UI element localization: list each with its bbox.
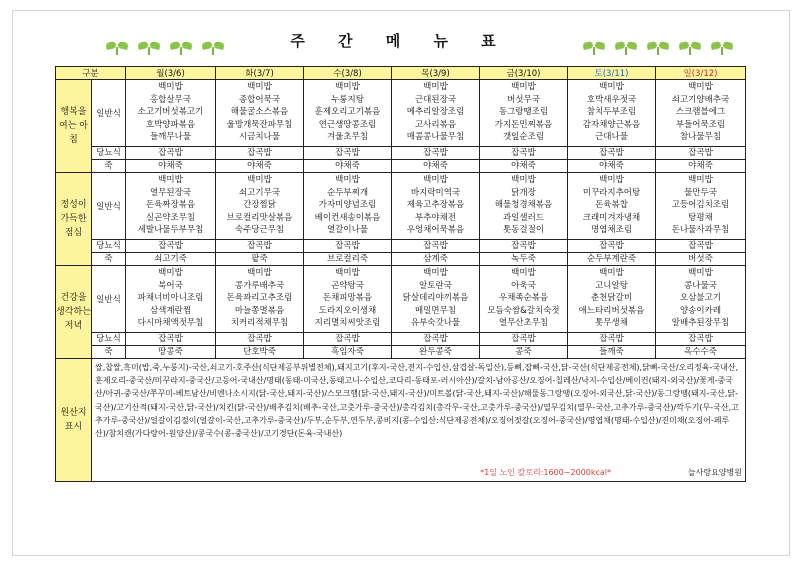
page-title: 주 간 메 뉴 표 bbox=[290, 32, 510, 50]
meal-porridge-row bbox=[56, 346, 746, 359]
day-menu-cell: 완두콩죽 bbox=[392, 346, 480, 359]
meal-diabetic-row bbox=[56, 333, 746, 346]
day-menu-cell: 흑임자죽 bbox=[304, 346, 392, 359]
menu-item: 버섯무국 bbox=[507, 94, 540, 105]
origin-text: 쌀,찹쌀,흑미(밥,죽,누룽지)-국산,쇠고기-호주산(식단제공부위별전체),돼지고기(후지-국산,전지-수입산,삼겹살-독일산),등뼈,잡뼈-국산,닭-국산(식단제공전체),닭뼈-국산/오리정육-국내산,훈제오리-중국산/미꾸라지-중국산/고등어-국내산/명태(동태-미국산,동태고니-수입산,코다리-동태포-러시아산)/갈치-남아공산/오징어-칠레산/낙지-수입산/베이컨(돼지-외국산)/꽃게-중국산/아귀-중국산/쭈꾸미-베트남산/비엔나소시지(닭-국산,돼지-국산)/스모크햄(닭-국산,돼지-국산)/미트볼(닭-국산,돼지-국산)/해물동그랑땡(오징어-외국산,닭-국산)/동그랑땡(돼지-국산,닭-국산)/고기산적(돼지-국산,닭-국산)/치킨(닭-국산)/배추김치(배추-국산,고춧가루-중국산)/총각김치(총각무-국산,고춧가루-중국산)/열무김치(열무-국산,고추가루-중국산)/깍두기(무-국산,고추가루-중국산)/얼갈이김절이(얼갈이-국산,고추가루-중국산)/두부,순두부,연두부,콩비지(콩-수입산:식단제공전체)/오징어젓갈(오징어-중국산)/명엽채(명태-수입산)/진미채(오징어-페루산)/참치캔(가다랑어-원양산)/콩국수(콩-중국산)/고기경단(돈육-국내산) bbox=[95, 363, 739, 439]
day-menu-cell: 콩죽 bbox=[480, 346, 568, 359]
weekly-menu-table bbox=[55, 66, 746, 482]
day-menu-cell: 팥죽 bbox=[216, 253, 304, 266]
menu-item: 겨울초무침 bbox=[326, 132, 369, 143]
header-row bbox=[56, 67, 746, 80]
menu-item: 시금치나물 bbox=[238, 132, 281, 143]
menu-item: 삼색계란찜 bbox=[149, 305, 192, 316]
menu-item: 유부숙갓나물 bbox=[410, 318, 461, 329]
day-menu-cell: 잡곡밥 bbox=[480, 147, 568, 160]
meal-type-label: 당뇨식 bbox=[92, 240, 126, 253]
menu-item: 호박새우젓국 bbox=[586, 94, 637, 105]
menu-item: 백미밥 bbox=[599, 175, 624, 185]
meal-diabetic-row bbox=[56, 240, 746, 253]
menu-item: 춘천닭갈비 bbox=[590, 293, 633, 304]
meal-type-label: 당뇨식 bbox=[92, 333, 126, 346]
menu-item: 세발나물두부무침 bbox=[137, 225, 204, 236]
day-menu-cell: 잡곡밥 bbox=[656, 147, 746, 160]
day-menu-cell bbox=[216, 266, 304, 333]
day-menu-cell: 잡곡밥 bbox=[568, 240, 656, 253]
day-menu-cell: 잡곡밥 bbox=[304, 147, 392, 160]
menu-item: 곤약탕국 bbox=[331, 280, 364, 291]
meal-diabetic-row bbox=[56, 147, 746, 160]
menu-item: 열무산초무침 bbox=[498, 318, 549, 329]
menu-item: 백미밥 bbox=[247, 268, 272, 278]
menu-item: 우엉채어묵볶음 bbox=[406, 225, 465, 236]
menu-item: 도라지오이생채 bbox=[318, 305, 377, 316]
day-menu-cell: 땅콩죽 bbox=[126, 346, 216, 359]
day-menu-cell: 쇠고기죽 bbox=[126, 253, 216, 266]
menu-item: 가지돈민찌볶음 bbox=[494, 119, 553, 130]
menu-item: 톳동걸절이 bbox=[502, 225, 545, 236]
menu-item: 백미밥 bbox=[599, 268, 624, 278]
day-menu-cell bbox=[656, 173, 746, 240]
meal-type-label: 죽 bbox=[92, 346, 126, 359]
day-menu-cell: 야채죽 bbox=[216, 160, 304, 173]
day-menu-cell: 야채죽 bbox=[656, 160, 746, 173]
origin-cell bbox=[92, 359, 746, 482]
day-header: 화(3/7) bbox=[216, 67, 304, 80]
menu-item: 애느타리버섯볶음 bbox=[578, 305, 645, 316]
menu-item: 가자미양념조림 bbox=[318, 200, 377, 211]
day-menu-cell: 잡곡밥 bbox=[656, 333, 746, 346]
day-menu-cell: 브로컬리죽 bbox=[304, 253, 392, 266]
menu-item: 백미밥 bbox=[511, 175, 536, 185]
day-header: 목(3/9) bbox=[392, 67, 480, 80]
menu-item: 실곤약조무침 bbox=[145, 212, 196, 223]
menu-item: 쇠고기무국 bbox=[238, 187, 281, 198]
menu-item: 닭개장 bbox=[511, 187, 536, 198]
menu-item: 열갈이나물 bbox=[326, 225, 369, 236]
menu-item: 모듬숙쌈&갈치숙젓 bbox=[487, 305, 560, 316]
hospital-name: 늘사랑요양병원 bbox=[687, 467, 742, 477]
menu-item: 연근생땅콩조림 bbox=[318, 119, 377, 130]
meal-type-general: 일반식 bbox=[92, 80, 126, 147]
day-menu-cell: 잡곡밥 bbox=[392, 240, 480, 253]
day-menu-cell bbox=[392, 266, 480, 333]
day-header-sunday: 일(3/12) bbox=[656, 67, 746, 80]
day-menu-cell: 잡곡밥 bbox=[126, 147, 216, 160]
menu-item: 돈육짜장볶음 bbox=[145, 200, 196, 211]
day-menu-cell: 순두부계란죽 bbox=[568, 253, 656, 266]
meal-general-row bbox=[56, 80, 746, 147]
menu-item: 메밀면무침 bbox=[414, 305, 457, 316]
menu-item: 백미밥 bbox=[247, 175, 272, 185]
header-label: 구분 bbox=[56, 67, 126, 80]
menu-item: 브로컬리맛살볶음 bbox=[226, 212, 293, 223]
menu-item: 마늘쫑멸볶음 bbox=[234, 305, 285, 316]
day-menu-cell bbox=[216, 80, 304, 147]
menu-item: 백미밥 bbox=[688, 268, 713, 278]
menu-item: 백미밥 bbox=[158, 175, 183, 185]
calorie-note: *1일 노인 칼로리:1600~2000kcal* bbox=[480, 467, 611, 477]
day-menu-cell: 옥수수죽 bbox=[656, 346, 746, 359]
menu-item: 백미밥 bbox=[335, 268, 360, 278]
day-menu-cell: 잡곡밥 bbox=[568, 147, 656, 160]
menu-item: 물만두국 bbox=[684, 187, 717, 198]
menu-item: 부추야채전 bbox=[414, 212, 457, 223]
menu-item: 백미밥 bbox=[423, 82, 448, 92]
day-header: 월(3/6) bbox=[126, 67, 216, 80]
menu-item: 오삼불고기 bbox=[679, 293, 722, 304]
menu-item: 울방개묵잔파무침 bbox=[226, 119, 293, 130]
menu-item: 돈나물사과무침 bbox=[671, 225, 730, 236]
menu-item: 숙주당근무침 bbox=[234, 225, 285, 236]
menu-item: 쇠고기양배추국 bbox=[671, 94, 730, 105]
day-menu-cell bbox=[568, 173, 656, 240]
menu-item: 백미밥 bbox=[247, 82, 272, 92]
menu-item: 백미밥 bbox=[511, 268, 536, 278]
meal-general-row bbox=[56, 173, 746, 240]
day-menu-cell bbox=[480, 266, 568, 333]
menu-item: 백미밥 bbox=[335, 175, 360, 185]
menu-item: 북어국 bbox=[158, 280, 183, 291]
menu-item: 고등어김치조림 bbox=[671, 200, 730, 211]
day-menu-cell: 녹두죽 bbox=[480, 253, 568, 266]
meal-name: 정성이 가득한 점심 bbox=[56, 173, 92, 266]
menu-item: 톳무생채 bbox=[595, 318, 628, 329]
menu-item: 감자채양근볶음 bbox=[582, 119, 641, 130]
menu-item: 백미밥 bbox=[599, 82, 624, 92]
day-menu-cell bbox=[216, 173, 304, 240]
day-menu-cell: 잡곡밥 bbox=[392, 147, 480, 160]
meal-general-row bbox=[56, 266, 746, 333]
menu-item: 돈육볶찹 bbox=[595, 200, 628, 211]
menu-item: 바지락미역국 bbox=[410, 187, 461, 198]
menu-item: 백미밥 bbox=[688, 82, 713, 92]
meal-porridge-row bbox=[56, 253, 746, 266]
day-menu-cell bbox=[656, 80, 746, 147]
day-header: 수(3/8) bbox=[304, 67, 392, 80]
day-menu-cell bbox=[656, 266, 746, 333]
menu-item: 베이컨새송이볶음 bbox=[314, 212, 381, 223]
menu-item: 참치두부조림 bbox=[586, 107, 637, 118]
day-menu-cell bbox=[126, 80, 216, 147]
menu-item: 해물청경채볶음 bbox=[494, 200, 553, 211]
menu-item: 백미밥 bbox=[335, 82, 360, 92]
day-menu-cell: 야채죽 bbox=[126, 160, 216, 173]
day-menu-cell: 잡곡밥 bbox=[656, 240, 746, 253]
day-menu-cell: 잡곡밥 bbox=[216, 240, 304, 253]
menu-item: 백미밥 bbox=[158, 268, 183, 278]
day-menu-cell bbox=[304, 80, 392, 147]
menu-item: 알토란국 bbox=[419, 280, 452, 291]
day-menu-cell bbox=[392, 173, 480, 240]
day-menu-cell bbox=[480, 80, 568, 147]
menu-item: 들깨무나물 bbox=[149, 132, 192, 143]
day-menu-cell bbox=[568, 266, 656, 333]
menu-item: 고사리볶음 bbox=[414, 119, 457, 130]
menu-item: 종합어묵국 bbox=[238, 94, 281, 105]
menu-item: 부들어묵조림 bbox=[675, 119, 726, 130]
menu-item: 호박양파볶음 bbox=[145, 119, 196, 130]
meal-type-general: 일반식 bbox=[92, 173, 126, 240]
day-menu-cell: 잡곡밥 bbox=[216, 333, 304, 346]
menu-item: 알배추된장무침 bbox=[671, 318, 730, 329]
menu-item: 미꾸라지추어탕 bbox=[582, 187, 641, 198]
day-menu-cell bbox=[304, 266, 392, 333]
menu-item: 탕평채 bbox=[688, 212, 713, 223]
menu-item: 과일샐러드 bbox=[502, 212, 545, 223]
meal-porridge-row bbox=[56, 160, 746, 173]
menu-item: 스크램블에그 bbox=[675, 107, 726, 118]
meal-type-label: 죽 bbox=[92, 160, 126, 173]
menu-item: 백미밥 bbox=[511, 82, 536, 92]
menu-item: 콩나물국 bbox=[684, 280, 717, 291]
day-menu-cell: 야채죽 bbox=[480, 160, 568, 173]
day-menu-cell: 단호박죽 bbox=[216, 346, 304, 359]
day-menu-cell bbox=[304, 173, 392, 240]
menu-item: 돈채피망볶음 bbox=[322, 293, 373, 304]
day-menu-cell bbox=[392, 80, 480, 147]
menu-item: 백미밥 bbox=[688, 175, 713, 185]
menu-item: 치커리적채무침 bbox=[230, 318, 289, 329]
origin-row bbox=[56, 359, 746, 482]
meal-type-label: 당뇨식 bbox=[92, 147, 126, 160]
day-menu-cell bbox=[568, 80, 656, 147]
menu-item: 양송이카레 bbox=[679, 305, 722, 316]
meal-name: 행복을 여는 아침 bbox=[56, 80, 92, 173]
day-menu-cell: 잡곡밥 bbox=[304, 333, 392, 346]
menu-item: 닭살데리야끼볶음 bbox=[402, 293, 469, 304]
meal-name: 건강을 생각하는 저녁 bbox=[56, 266, 92, 359]
day-menu-cell: 삼계죽 bbox=[392, 253, 480, 266]
day-menu-cell bbox=[126, 173, 216, 240]
day-menu-cell: 야채죽 bbox=[304, 160, 392, 173]
day-menu-cell: 잡곡밥 bbox=[392, 333, 480, 346]
menu-item: 훈제오리고기볶음 bbox=[314, 107, 381, 118]
menu-item: 누룽지탕 bbox=[331, 94, 364, 105]
menu-item: 순두부찌개 bbox=[326, 187, 369, 198]
menu-item: 매콤콩나물무침 bbox=[406, 132, 465, 143]
day-menu-cell: 잡곡밥 bbox=[304, 240, 392, 253]
day-menu-cell: 잡곡밥 bbox=[480, 333, 568, 346]
menu-item: 파채너비아니조림 bbox=[137, 293, 204, 304]
menu-item: 콩가루배추국 bbox=[234, 280, 285, 291]
menu-item: 제육고추장볶음 bbox=[406, 200, 465, 211]
menu-item: 참나물무침 bbox=[679, 132, 722, 143]
meal-type-label: 죽 bbox=[92, 253, 126, 266]
menu-item: 백미밥 bbox=[158, 82, 183, 92]
day-header-saturday: 토(3/11) bbox=[568, 67, 656, 80]
meal-type-general: 일반식 bbox=[92, 266, 126, 333]
menu-item: 돈육꽈리고추조림 bbox=[226, 293, 293, 304]
menu-item: 지리멸치씨앗조림 bbox=[314, 318, 381, 329]
menu-item: 홍합살무국 bbox=[149, 94, 192, 105]
day-header: 금(3/10) bbox=[480, 67, 568, 80]
day-menu-cell: 잡곡밥 bbox=[480, 240, 568, 253]
day-menu-cell: 잡곡밥 bbox=[126, 240, 216, 253]
menu-item: 백미밥 bbox=[423, 268, 448, 278]
origin-label: 원산지 표시 bbox=[56, 359, 92, 482]
menu-item: 갯잎순조림 bbox=[502, 132, 545, 143]
menu-item: 고니알탕 bbox=[595, 280, 628, 291]
menu-item: 해물굴소스볶음 bbox=[230, 107, 289, 118]
day-menu-cell: 잡곡밥 bbox=[216, 147, 304, 160]
menu-item: 아욱국 bbox=[511, 280, 536, 291]
day-menu-cell bbox=[480, 173, 568, 240]
menu-item: 근대나물 bbox=[595, 132, 628, 143]
menu-item: 백미밥 bbox=[423, 175, 448, 185]
day-menu-cell: 잡곡밥 bbox=[126, 333, 216, 346]
menu-item: 열무된장국 bbox=[149, 187, 192, 198]
menu-item: 다시마채액젓무침 bbox=[137, 318, 204, 329]
day-menu-cell: 야채죽 bbox=[568, 160, 656, 173]
menu-item: 우채족순볶음 bbox=[498, 293, 549, 304]
day-menu-cell: 들깨죽 bbox=[568, 346, 656, 359]
menu-item: 동그랑땡조림 bbox=[498, 107, 549, 118]
menu-item: 명엽채조림 bbox=[590, 225, 633, 236]
day-menu-cell: 버섯죽 bbox=[656, 253, 746, 266]
menu-item: 메추리알장조림 bbox=[406, 107, 465, 118]
menu-item: 소고기버섯볶고기 bbox=[137, 107, 204, 118]
day-menu-cell: 야채죽 bbox=[392, 160, 480, 173]
day-menu-cell: 잡곡밥 bbox=[568, 333, 656, 346]
menu-item: 간장찜닭 bbox=[243, 200, 276, 211]
menu-item: 근대된장국 bbox=[414, 94, 457, 105]
menu-item: 크래미겨자냉채 bbox=[582, 212, 641, 223]
day-menu-cell bbox=[126, 266, 216, 333]
